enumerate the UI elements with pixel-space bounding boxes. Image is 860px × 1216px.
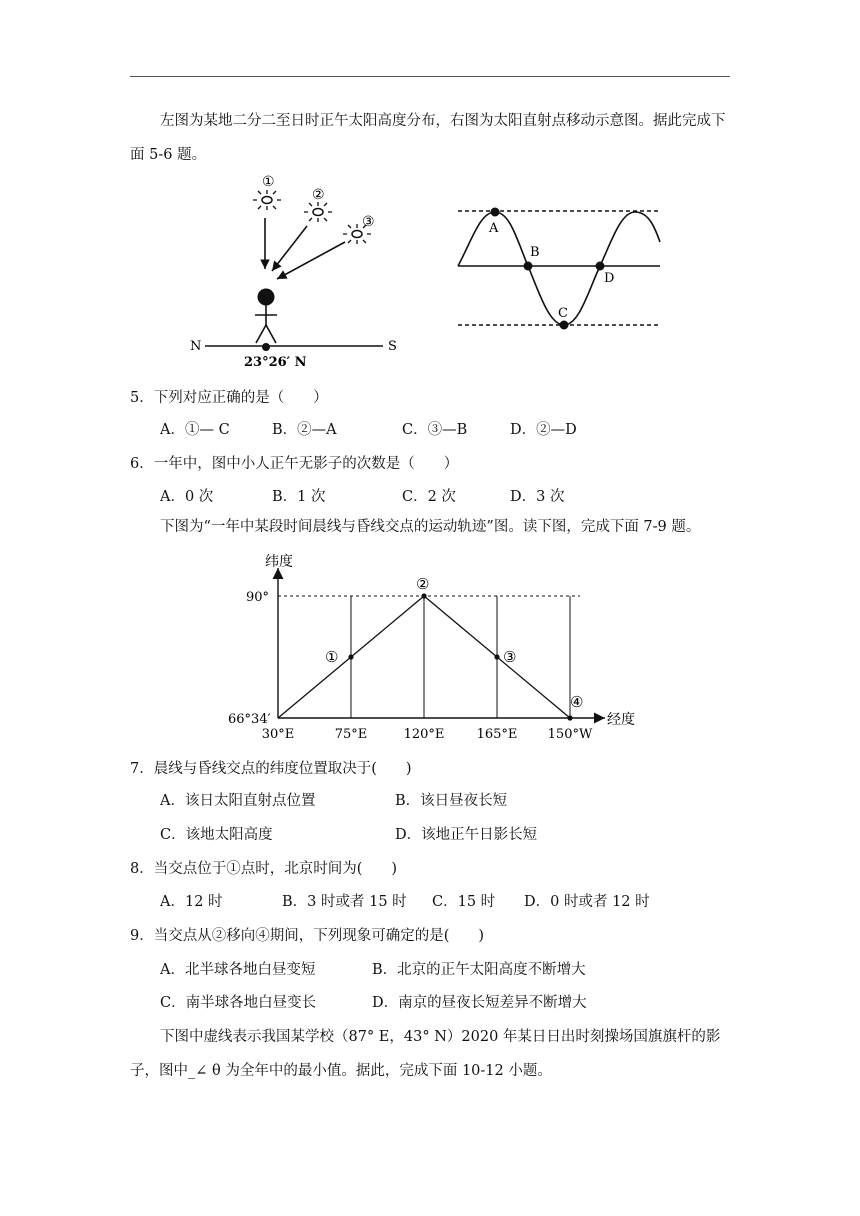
question-9-stem: 9．当交点从②移向④期间，下列现象可确定的是( ) xyxy=(130,928,485,944)
point-a-label: A xyxy=(489,221,499,236)
question-9-option-d: D．南京的昼夜长短差异不断增大 xyxy=(372,995,587,1011)
question-9-option-b: B．北京的正午太阳高度不断增大 xyxy=(372,962,586,978)
question-7-option-c: C．该地太阳高度 xyxy=(160,827,273,843)
point-3 xyxy=(494,654,499,659)
question-6-stem: 6．一年中，图中小人正午无影子的次数是（ ） xyxy=(130,456,459,472)
point-label-2: ② xyxy=(416,575,430,593)
question-8-stem: 8．当交点位于①点时，北京时间为( ) xyxy=(130,861,398,877)
point-b-label: B xyxy=(530,245,540,260)
x-tick-label-4: 150°W xyxy=(547,727,593,742)
question-5-option-a: A．①— C xyxy=(160,422,230,438)
x-tick-label-0: 30°E xyxy=(261,727,295,742)
sun-1-icon xyxy=(253,190,281,210)
question-8-option-c: C．15 时 xyxy=(432,894,496,910)
question-9-option-c: C．南半球各地白昼变长 xyxy=(160,995,317,1011)
point-4 xyxy=(567,715,572,720)
sun-1-label: ① xyxy=(262,174,275,190)
question-7-option-a: A．该日太阳直射点位置 xyxy=(160,793,316,809)
point-2 xyxy=(421,593,426,598)
x-tick-label-2: 120°E xyxy=(403,727,445,742)
question-6-option-b: B．1 次 xyxy=(272,489,326,505)
question-7-option-b: B．该日昼夜长短 xyxy=(395,793,508,809)
x-tick-label-3: 165°E xyxy=(476,727,518,742)
subsolar-point-figure xyxy=(455,200,665,340)
question-9-option-a: A．北半球各地白昼变短 xyxy=(160,962,316,978)
latitude-label: 23°26′ N xyxy=(244,355,307,370)
point-label-3: ③ xyxy=(503,648,517,667)
question-5-option-c: C．③—B xyxy=(402,422,468,438)
sun-2-icon xyxy=(304,202,332,222)
x-axis-label: 经度 xyxy=(607,712,635,728)
question-6-option-a: A．0 次 xyxy=(160,489,214,505)
south-label: S xyxy=(388,339,397,354)
y-axis-label: 纬度 xyxy=(265,554,293,570)
point-label-1: ① xyxy=(325,648,339,667)
question-5-option-b: B．②—A xyxy=(272,422,337,438)
question-7-option-d: D．该地正午日影长短 xyxy=(395,827,538,843)
header-rule xyxy=(130,76,730,77)
sun-2-label: ② xyxy=(312,187,325,203)
question-8-option-b: B．3 时或者 15 时 xyxy=(282,894,407,910)
intro-questions-7-9: 下图为“一年中某段时间晨线与昏线交点的运动轨迹”图。读下图，完成下面 7-9 题。 xyxy=(160,519,701,535)
question-7-stem: 7．晨线与昏线交点的纬度位置取决于( ) xyxy=(130,761,412,777)
point-1 xyxy=(348,654,353,659)
y-tick-6634: 66°34′ xyxy=(228,712,271,727)
point-c-label: C xyxy=(558,306,568,321)
point-d-label: D xyxy=(604,271,615,286)
sun-3-label: ③ xyxy=(362,214,375,230)
question-8-option-d: D．0 时或者 12 时 xyxy=(524,894,650,910)
question-5-option-d: D．②—D xyxy=(510,422,577,438)
person-icon xyxy=(255,289,277,344)
x-tick-label-1: 75°E xyxy=(334,727,368,742)
north-label: N xyxy=(190,339,202,354)
intro-questions-10-12: 下图中虚线表示我国某学校（87° E，43° N）2020 年某日日出时刻操场国旗旗杆的影子，图中_∠ θ 为全年中的最小值。据此，完成下面 10-12 小题。 xyxy=(130,1029,721,1079)
noon-sun-height-figure xyxy=(185,172,415,372)
point-label-4: ④ xyxy=(570,693,584,711)
question-6-option-c: C．2 次 xyxy=(402,489,456,505)
question-6-option-d: D．3 次 xyxy=(510,489,565,505)
terminator-track-chart xyxy=(225,548,645,748)
question-5-stem: 5．下列对应正确的是（ ） xyxy=(130,390,328,406)
intro-questions-5-6: 左图为某地二分二至日时正午太阳高度分布，右图为太阳直射点移动示意图。据此完成下面 5-6 题。 xyxy=(130,113,726,163)
question-8-option-a: A．12 时 xyxy=(160,894,223,910)
y-tick-90: 90° xyxy=(246,590,270,605)
